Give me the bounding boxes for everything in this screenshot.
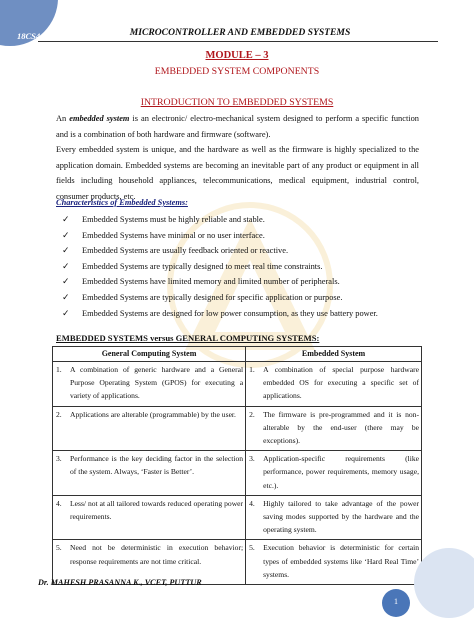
table-row	[53, 495, 422, 540]
row-number: 1.	[53, 362, 69, 407]
general-cell: Applications are alterable (programmable) by the user.	[68, 406, 246, 451]
row-number: 5.	[246, 540, 262, 585]
embedded-cell: Application-specific requirements (like performance, power requirements, memory usage, etc.).	[261, 451, 421, 496]
corner-decoration	[414, 548, 474, 618]
characteristics-title: Characteristics of Embedded Systems:	[56, 198, 188, 207]
list-item: ✓ Embedded Systems have minimal or no user interface.	[62, 228, 378, 244]
table-header-row	[53, 347, 422, 362]
course-code: 18CS44	[17, 31, 45, 41]
checkmark-icon: ✓	[62, 291, 70, 302]
row-number: 5.	[53, 540, 69, 585]
header-title: MICROCONTROLLER AND EMBEDDED SYSTEMS	[129, 27, 351, 38]
characteristics-list	[62, 212, 378, 321]
row-number: 4.	[246, 495, 262, 540]
intro-text	[56, 111, 419, 204]
row-number: 3.	[53, 451, 69, 496]
table-row	[53, 362, 422, 407]
row-number: 1.	[246, 362, 262, 407]
checkmark-icon: ✓	[62, 276, 70, 287]
embedded-cell: A combination of special purpose hardware embedded OS for executing a specific set of applications.	[261, 362, 421, 407]
module-subtitle: EMBEDDED SYSTEM COMPONENTS	[154, 66, 320, 77]
comparison-title: EMBEDDED SYSTEMS versus GENERAL COMPUTING SYSTEMS:	[56, 333, 320, 343]
checkmark-icon: ✓	[62, 307, 70, 318]
list-item: ✓ Embedded Systems are designed for low power consumption, as they use battery power.	[62, 306, 378, 322]
row-number: 2.	[246, 406, 262, 451]
embedded-cell: Execution behavior is deterministic for certain types of embedded systems like ‘Hard Real Time’ systems.	[261, 540, 421, 585]
checkmark-icon: ✓	[62, 229, 70, 240]
footer-author: Dr. MAHESH PRASANNA K., VCET, PUTTUR	[38, 578, 202, 587]
list-item: ✓ Embedded Systems must be highly reliable and stable.	[62, 212, 378, 228]
general-cell: Less/ not at all tailored towards reduced operating power requirements.	[68, 495, 246, 540]
comparison-table	[52, 346, 422, 585]
header-divider	[38, 41, 438, 42]
table-row	[53, 406, 422, 451]
section-title: INTRODUCTION TO EMBEDDED SYSTEMS	[140, 97, 334, 108]
table-row	[53, 451, 422, 496]
embedded-cell: Highly tailored to take advantage of the power saving modes supported by the hardware and the operating system.	[261, 495, 421, 540]
list-item: ✓ Embedded Systems are usually feedback oriented or reactive.	[62, 243, 378, 259]
row-number: 4.	[53, 495, 69, 540]
column-header-general: General Computing System	[53, 347, 246, 362]
general-cell: Need not be deterministic in execution behavior; response requirements are not time critical.	[68, 540, 246, 585]
embedded-cell: The firmware is pre-programmed and it is non-alterable by the end-user (there may be exceptions).	[261, 406, 421, 451]
row-number: 2.	[53, 406, 69, 451]
defined-term: embedded system	[69, 114, 130, 123]
page-number: 1	[382, 589, 410, 617]
module-label: MODULE – 3	[205, 50, 269, 61]
list-item: ✓ Embedded Systems are typically designed to meet real time constraints.	[62, 259, 378, 275]
intro-paragraph-2: Every embedded system is unique, and the hardware as well as the firmware is highly specialized to the application domain. Embedded systems are becoming an inevitable part of any product or equipment in all fields including household appliances, telecommunications, medical equipment, industrial control, consumer products, etc.	[56, 145, 419, 201]
column-header-embedded: Embedded System	[246, 347, 422, 362]
checkmark-icon: ✓	[62, 214, 70, 224]
general-cell: A combination of generic hardware and a General Purpose Operating System (GPOS) for executing a variety of applications.	[68, 362, 246, 407]
intro-paragraph-1: An embedded system is an electronic/ electro-mechanical system designed to perform a specific function and is a combination of both hardware and firmware (software).	[56, 114, 419, 139]
list-item: ✓ Embedded Systems are typically designed for specific application or purpose.	[62, 290, 378, 306]
checkmark-icon: ✓	[62, 260, 70, 271]
row-number: 3.	[246, 451, 262, 496]
general-cell: Performance is the key deciding factor in the selection of the system. Always, ‘Faster is Better’.	[68, 451, 246, 496]
checkmark-icon: ✓	[62, 245, 70, 256]
list-item: ✓ Embedded Systems have limited memory and limited number of peripherals.	[62, 274, 378, 290]
